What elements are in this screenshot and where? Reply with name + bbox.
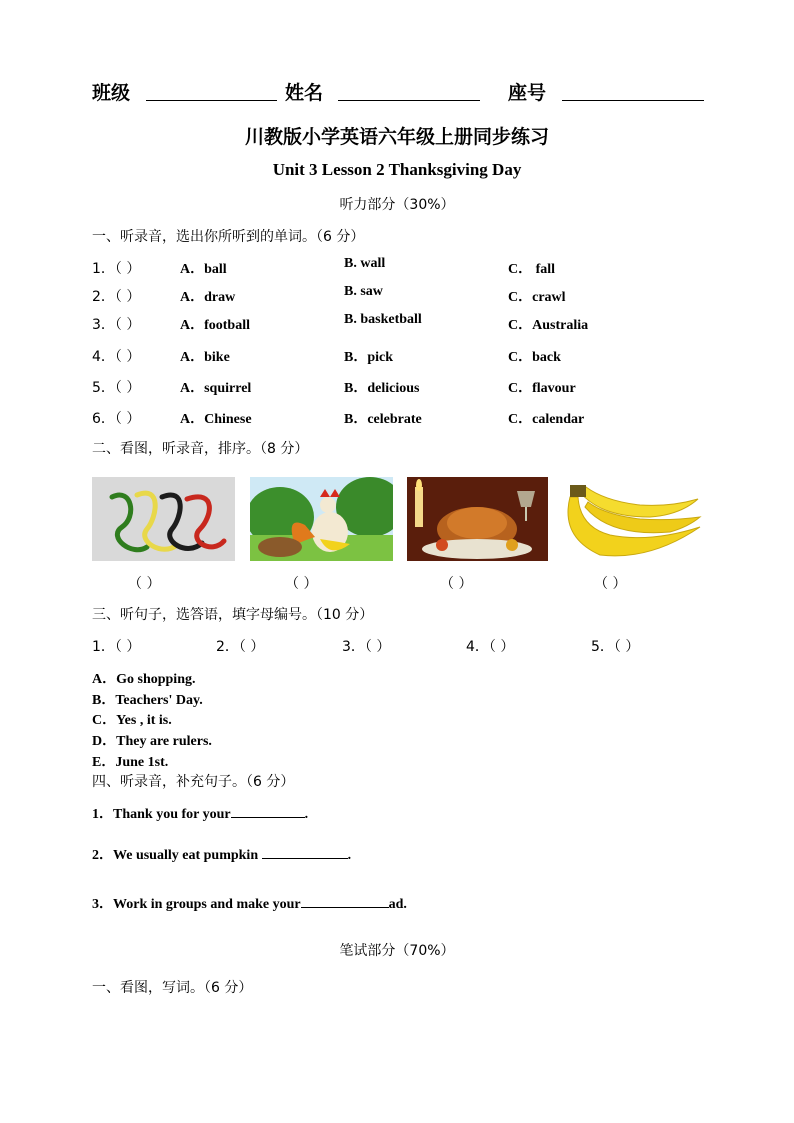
question-number: 1．（ ） bbox=[92, 261, 141, 277]
answer-blank[interactable]: 2．（ ） bbox=[216, 639, 265, 655]
option-b: B．pick bbox=[344, 350, 394, 365]
sentence-3 bbox=[92, 893, 407, 913]
option-c: C． fall bbox=[508, 262, 556, 277]
seat-field[interactable] bbox=[562, 100, 704, 101]
part3-heading: 三、听句子，选答语，填字母编号。（10 分） bbox=[92, 607, 374, 623]
question-number: 2．（ ） bbox=[92, 289, 141, 305]
option-b: B. basketball bbox=[344, 312, 422, 327]
name-field[interactable] bbox=[338, 100, 480, 101]
order-answer[interactable]: （ ） bbox=[594, 576, 627, 592]
option-c: C．back bbox=[508, 350, 561, 365]
option-c: C．crawl bbox=[508, 290, 566, 305]
part1-heading: 一、听录音，选出你所听到的单词。（6 分） bbox=[92, 229, 365, 245]
option-a: A．draw bbox=[180, 290, 236, 305]
sentence-end: . bbox=[347, 848, 352, 863]
option-c: C．calendar bbox=[508, 412, 585, 427]
sentence-1 bbox=[92, 803, 308, 823]
option-a: A．Chinese bbox=[180, 412, 252, 427]
answer-blank[interactable]: 1．（ ） bbox=[92, 639, 141, 655]
listening-title: 听力部分（30%） bbox=[339, 197, 455, 213]
order-answer[interactable]: （ ） bbox=[128, 576, 161, 592]
option-a: A．football bbox=[180, 318, 250, 333]
order-answer[interactable]: （ ） bbox=[285, 576, 318, 592]
fill-blank[interactable] bbox=[301, 895, 389, 908]
answer-option: A．Go shopping. bbox=[92, 672, 196, 687]
option-c: C．flavour bbox=[508, 381, 576, 396]
fill-blank[interactable] bbox=[231, 805, 305, 818]
written-part1-heading: 一、看图，写词。（6 分） bbox=[92, 980, 253, 996]
class-label: 班级 bbox=[92, 82, 131, 104]
written-title: 笔试部分（70%） bbox=[339, 943, 455, 959]
sentence-end: . bbox=[304, 807, 309, 822]
part2-heading: 二、看图，听录音，排序。（8 分） bbox=[92, 441, 309, 457]
sentence-text: 2．We usually eat pumpkin bbox=[92, 848, 262, 863]
option-c: C．Australia bbox=[508, 318, 589, 333]
page-title: 川教版小学英语六年级上册同步练习 bbox=[244, 126, 549, 148]
sentence-2 bbox=[92, 844, 351, 864]
option-b: B．delicious bbox=[344, 381, 420, 396]
sentence-text: 3．Work in groups and make your bbox=[92, 897, 301, 912]
question-number: 3．（ ） bbox=[92, 317, 141, 333]
option-a: A．ball bbox=[180, 262, 227, 277]
option-a: A．squirrel bbox=[180, 381, 252, 396]
page-subtitle: Unit 3 Lesson 2 Thanksgiving Day bbox=[272, 160, 522, 179]
answer-option: D．They are rulers. bbox=[92, 734, 212, 749]
question-number: 5．（ ） bbox=[92, 380, 141, 396]
bananas-picture bbox=[560, 477, 703, 561]
name-label: 姓名 bbox=[285, 82, 324, 104]
rooster-picture bbox=[250, 477, 393, 561]
answer-option: B．Teachers' Day. bbox=[92, 693, 203, 708]
option-a: A．bike bbox=[180, 350, 230, 365]
snakes-picture bbox=[92, 477, 235, 561]
fill-blank[interactable] bbox=[262, 846, 348, 859]
turkey-dinner-picture bbox=[407, 477, 548, 561]
answer-option: E．June 1st. bbox=[92, 755, 169, 770]
sentence-text: 1．Thank you for your bbox=[92, 807, 231, 822]
question-number: 6．（ ） bbox=[92, 411, 141, 427]
class-field[interactable] bbox=[146, 100, 277, 101]
order-answer[interactable]: （ ） bbox=[440, 576, 473, 592]
answer-option: C．Yes , it is. bbox=[92, 713, 172, 728]
answer-blank[interactable]: 3．（ ） bbox=[342, 639, 391, 655]
seat-label: 座号 bbox=[508, 82, 547, 104]
answer-blank[interactable]: 4．（ ） bbox=[466, 639, 515, 655]
option-b: B．celebrate bbox=[344, 412, 422, 427]
answer-blank[interactable]: 5．（ ） bbox=[591, 639, 640, 655]
option-b: B. saw bbox=[344, 284, 383, 299]
question-number: 4．（ ） bbox=[92, 349, 141, 365]
sentence-end: ad. bbox=[388, 897, 407, 912]
option-b: B. wall bbox=[344, 256, 386, 271]
part4-heading: 四、听录音，补充句子。（6 分） bbox=[92, 774, 295, 790]
